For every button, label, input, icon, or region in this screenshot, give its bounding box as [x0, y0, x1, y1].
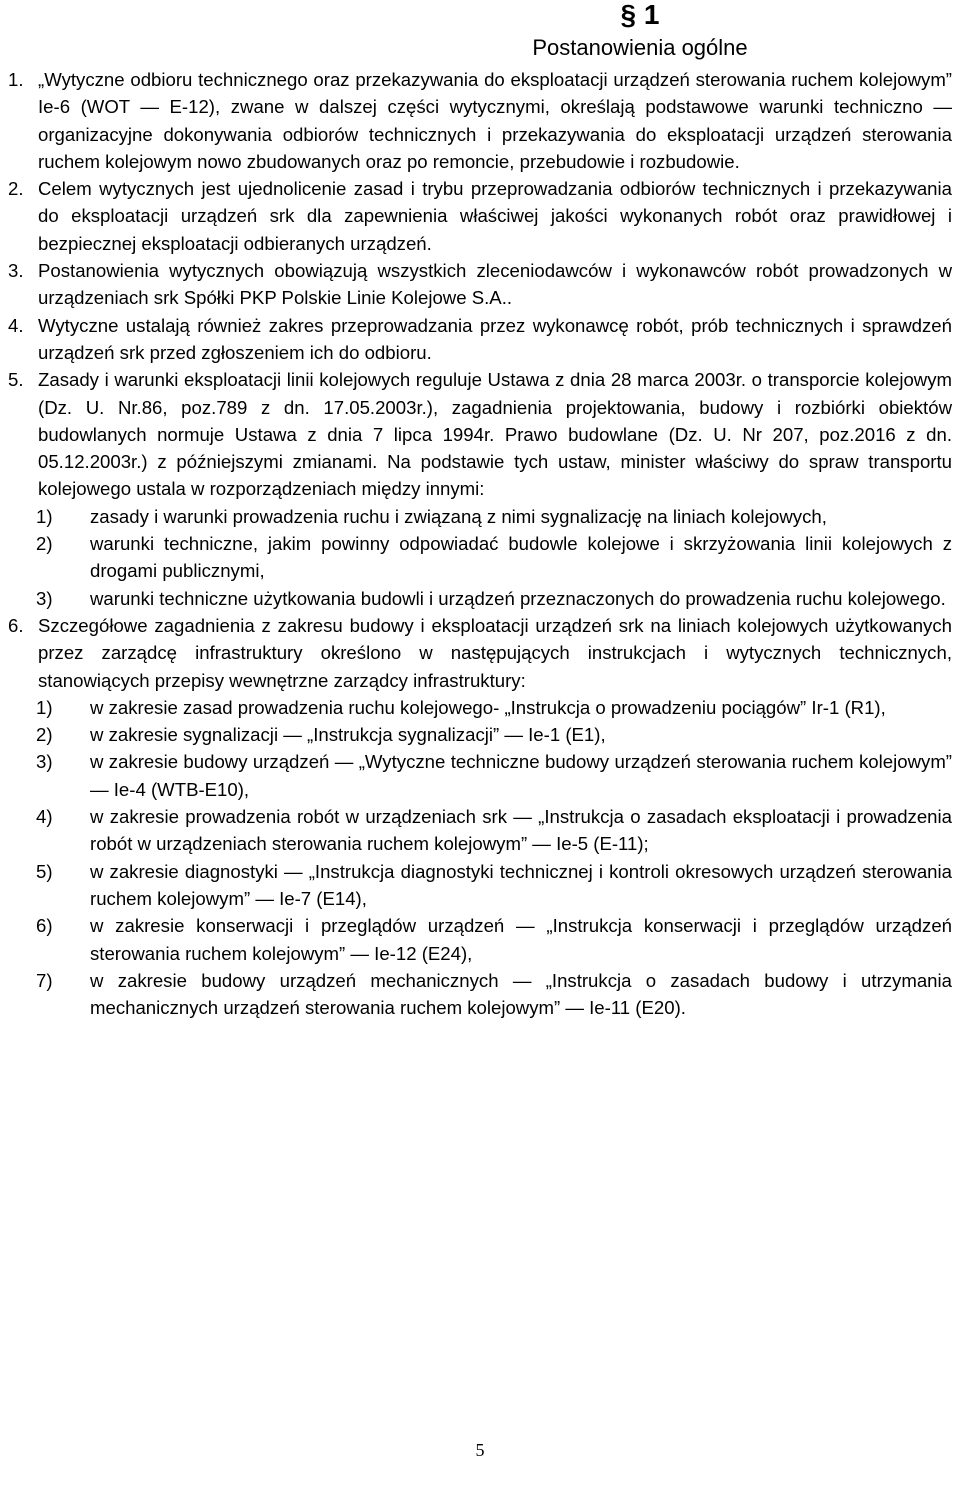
paragraph-text: Postanowienia wytycznych obowiązują wszystkich zleceniodawców i wykonawców robót prowadzonych w urządzeniach srk Spółki PKP Polskie Linie Kolejowe S.A.. [38, 260, 952, 309]
paragraph-1 [8, 66, 952, 175]
list-item-number: 4) [36, 806, 53, 828]
list-item [36, 858, 952, 913]
paragraph-text: Wytyczne ustalają również zakres przeprowadzania przez wykonawcę robót, prób technicznych i sprawdzeń urządzeń srk przed zgłoszeniem ich do odbioru. [38, 314, 952, 363]
list-item [36, 748, 952, 803]
list-item-text: zasady i warunki prowadzenia ruchu i związaną z nimi sygnalizację na liniach kolejowych, [90, 505, 827, 527]
list-item [36, 912, 952, 967]
paragraph-number: 2. [8, 178, 24, 200]
list-item-number: 2) [36, 533, 53, 555]
list-item-text: w zakresie zasad prowadzenia ruchu kolejowego- „Instrukcja o prowadzeniu pociągów” Ir-1 (R1), [90, 696, 886, 718]
paragraph-6 [8, 612, 952, 694]
list-item-text: w zakresie konserwacji i przeglądów urządzeń — „Instrukcja konserwacji i przeglądów urządzeń sterowania ruchem kolejowym” — Ie-12 (E24), [90, 915, 952, 964]
list-item-number: 6) [36, 915, 53, 937]
paragraph-3 [8, 257, 952, 312]
list-item-number: 1) [36, 505, 53, 527]
section-heading: § 1 [620, 0, 660, 30]
list-item-number: 7) [36, 969, 53, 991]
paragraph-text: Szczegółowe zagadnienia z zakresu budowy i eksploatacji urządzeń srk na liniach kolejowych użytkowanych przez zarządcę infrastruktury określono w następujących instrukcjach i wytycznych technicznych, stanowiących przepisy wewnętrzne zarządcy infrastruktury: [38, 614, 952, 691]
paragraph-number: 6. [8, 614, 24, 636]
list-item-number: 5) [36, 860, 53, 882]
list-item-number: 2) [36, 724, 53, 746]
paragraph-number: 5. [8, 369, 24, 391]
list-item-text: w zakresie budowy urządzeń — „Wytyczne techniczne budowy urządzeń sterowania ruchem kolejowym” — Ie-4 (WTB-E10), [90, 751, 952, 800]
paragraph-text: „Wytyczne odbioru technicznego oraz przekazywania do eksploatacji urządzeń sterowania ruchem kolejowym” Ie-6 (WOT — E-12), zwane w dalszej części wytycznymi, określają podstawowe warunki techniczno — organizacyjne dokonywania odbiorów technicznych i przekazywania do eksploatacji urządzeń sterowania ruchem kolejowym nowo zbudowanych oraz po remoncie, przebudowie i rozbudowie. [38, 69, 952, 172]
list-item-text: warunki techniczne użytkowania budowli i urządzeń przeznaczonych do prowadzenia ruchu kolejowego. [90, 587, 946, 609]
list-item-text: w zakresie prowadzenia robót w urządzeniach srk — „Instrukcja o zasadach eksploatacji i prowadzenia robót w urządzeniach sterowania ruchem kolejowym” — Ie-5 (E-11); [90, 806, 952, 855]
paragraph-number: 4. [8, 314, 24, 336]
paragraph-2 [8, 175, 952, 257]
list-item [36, 803, 952, 858]
list-item-number: 1) [36, 696, 53, 718]
list-item-text: w zakresie sygnalizacji — „Instrukcja sygnalizacji” — Ie-1 (E1), [90, 724, 606, 746]
list-item-number: 3) [36, 751, 53, 773]
paragraph-4 [8, 312, 952, 367]
list-item [36, 694, 952, 721]
paragraph-5 [8, 366, 952, 502]
section-title: Postanowienia ogólne [532, 35, 748, 60]
list-item [36, 967, 952, 1022]
list-item [36, 721, 952, 748]
paragraph-number: 3. [8, 260, 24, 282]
paragraph-number: 1. [8, 69, 24, 90]
list-item-text: warunki techniczne, jakim powinny odpowiadać budowle kolejowe i skrzyżowania linii kolejowych z drogami publicznymi, [90, 533, 952, 582]
paragraph-text: Zasady i warunki eksploatacji linii kolejowych reguluje Ustawa z dnia 28 marca 2003r. o transporcie kolejowym (Dz. U. Nr.86, poz.789 z dn. 17.05.2003r.), zagadnienia projektowania, budowy i rozbiórki obiektów budowlanych normuje Ustawa z dnia 7 lipca 1994r. Prawo budowlane (Dz. U. Nr 207, poz.2016 z dn. 05.12.2003r.) z późniejszymi zmianami. Na podstawie tych ustaw, minister właściwy do spraw transportu kolejowego ustala w rozporządzeniach między innymi: [38, 369, 952, 500]
list-item-text: w zakresie budowy urządzeń mechanicznych — „Instrukcja o zasadach budowy i utrzymania mechanicznych urządzeń sterowania ruchem kolejowym” — Ie-11 (E20). [90, 969, 952, 1019]
list-item [36, 585, 952, 612]
document-body [8, 66, 952, 1021]
list-item-number: 3) [36, 587, 53, 609]
paragraph-text: Celem wytycznych jest ujednolicenie zasad i trybu przeprowadzania odbiorów technicznych i przekazywania do eksploatacji urządzeń srk dla zapewnienia właściwej jakości wykonanych robót oraz prawidłowej i bezpiecznej eksploatacji odbieranych urządzeń. [38, 178, 952, 254]
page-number: 5 [475, 1440, 485, 1460]
list-item-text: w zakresie diagnostyki — „Instrukcja diagnostyki technicznej i kontroli okresowych urządzeń sterowania ruchem kolejowym” — Ie-7 (E14), [90, 860, 952, 909]
list-item [36, 530, 952, 585]
list-item [36, 503, 952, 530]
